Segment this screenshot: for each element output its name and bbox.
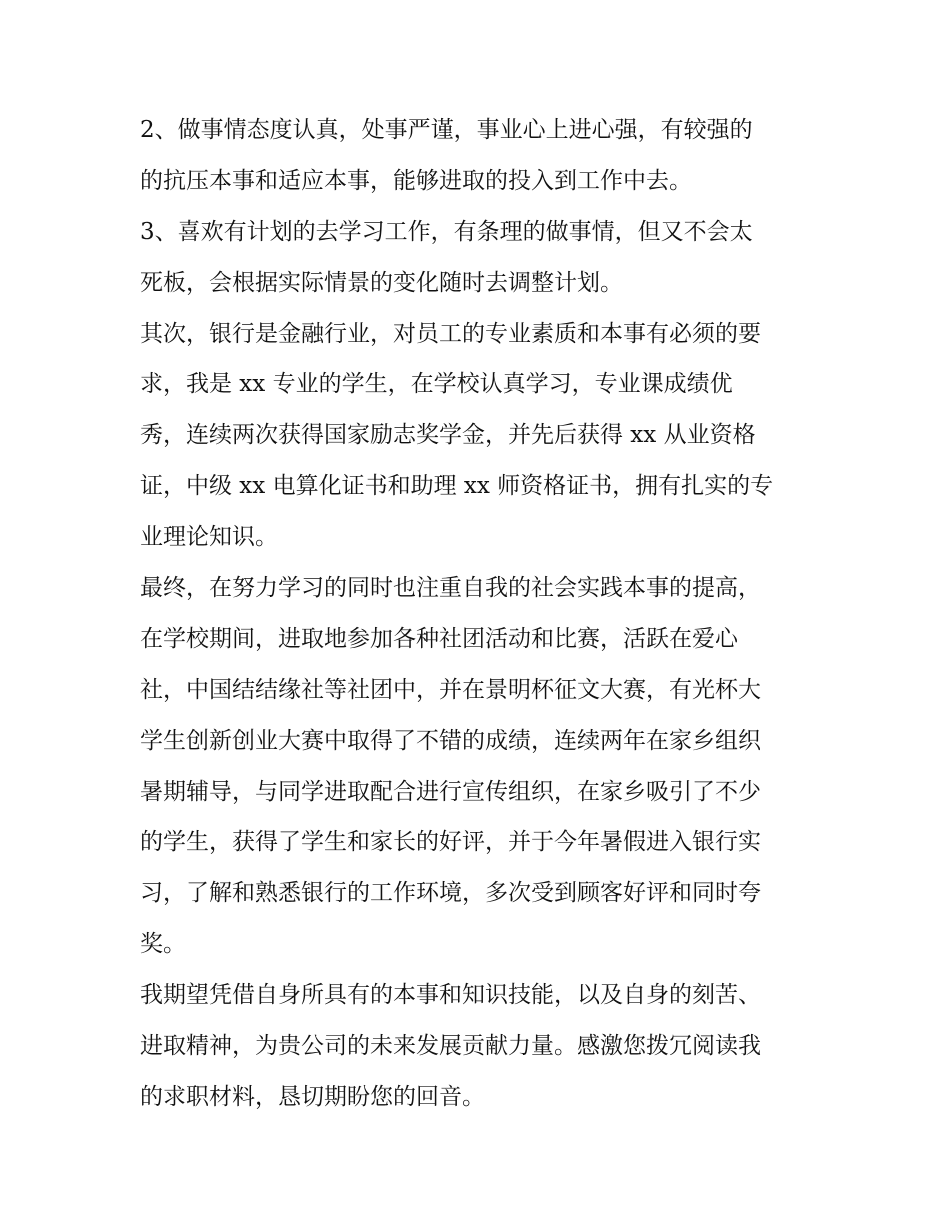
text-line: 证，中级 xx 电算化证书和助理 xx 师资格证书，拥有扎实的专 (140, 473, 774, 500)
text-line: 奖。 (140, 931, 186, 958)
text-line: 社，中国结结缘社等社团中，并在景明杯征文大赛，有光杯大 (140, 676, 761, 703)
text-line: 我期望凭借自身所具有的本事和知识技能，以及自身的刻苦、 (140, 982, 761, 1009)
text-line: 的抗压本事和适应本事，能够进取的投入到工作中去。 (140, 167, 692, 194)
text-line: 暑期辅导，与同学进取配合进行宣传组织，在家乡吸引了不少 (140, 778, 761, 805)
document-body (140, 105, 820, 1123)
text-line: 业理论知识。 (140, 524, 278, 551)
text-line: 的学生，获得了学生和家长的好评，并于今年暑假进入银行实 (140, 829, 761, 856)
text-line: 在学校期间，进取地参加各种社团活动和比赛，活跃在爱心 (140, 625, 738, 652)
text-line: 3、喜欢有计划的去学习工作，有条理的做事情，但又不会太 (140, 218, 753, 245)
text-line: 2、做事情态度认真，处事严谨，事业心上进心强，有较强的 (140, 117, 753, 143)
text-line: 学生创新创业大赛中取得了不错的成绩，连续两年在家乡组织 (140, 727, 761, 754)
text-line: 求，我是 xx 专业的学生，在学校认真学习，专业课成绩优 (140, 371, 733, 398)
text-line: 其次，银行是金融行业，对员工的专业素质和本事有必须的要 (140, 320, 761, 347)
text-line: 死板，会根据实际情景的变化随时去调整计划。 (140, 269, 623, 296)
text-line: 最终，在努力学习的同时也注重自我的社会实践本事的提高， (140, 575, 761, 602)
text-line: 的求职材料，恳切期盼您的回音。 (140, 1083, 485, 1110)
text-line: 习，了解和熟悉银行的工作环境，多次受到顾客好评和同时夸 (140, 880, 761, 907)
text-line: 进取精神，为贵公司的未来发展贡献力量。感激您拨冗阅读我 (140, 1033, 761, 1060)
text-line: 秀，连续两次获得国家励志奖学金，并先后获得 xx 从业资格 (140, 422, 756, 449)
